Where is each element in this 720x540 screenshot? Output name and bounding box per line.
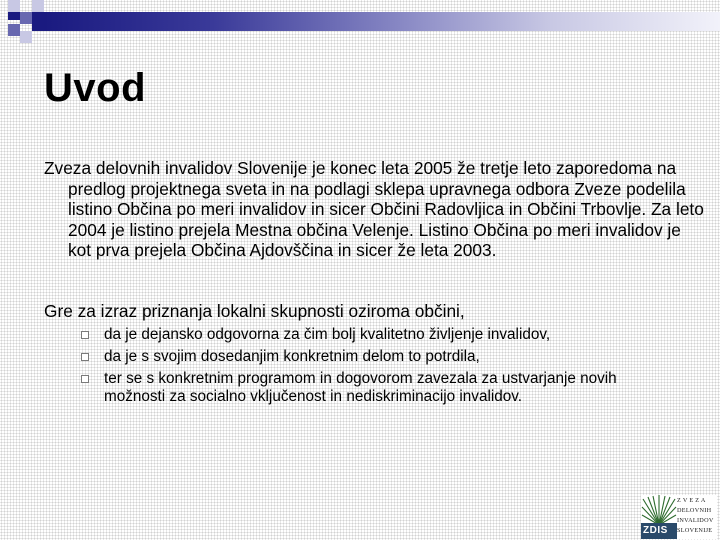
deco-square <box>8 0 20 12</box>
square-bullet-icon <box>81 375 89 383</box>
zdis-logo <box>641 495 717 539</box>
square-bullet-icon <box>81 331 89 339</box>
list-item <box>80 326 680 344</box>
deco-square <box>32 12 44 31</box>
logo-line: INVALIDOV <box>677 517 714 524</box>
logo-line: SLOVENIJE <box>677 527 713 534</box>
title-bar-gradient <box>44 12 720 31</box>
bullet-text: da je dejansko odgovorna za čim bolj kvalitetno življenje invalidov, <box>104 326 551 343</box>
logo-line: Z V E Z A <box>677 497 706 504</box>
deco-square <box>8 12 20 20</box>
bullet-text: ter se s konkretnim programom in dogovorom zavezala za ustvarjanje novih možnosti za socialno vključenost in nediskriminacijo invalidov. <box>104 370 617 405</box>
list-item <box>80 348 680 366</box>
square-bullet-icon <box>81 353 89 361</box>
list-item <box>80 370 680 406</box>
recognition-paragraph: Gre za izraz priznanja lokalni skupnosti oziroma občini, <box>44 301 465 321</box>
logo-line: DELOVNIH <box>677 507 712 514</box>
bullet-list <box>80 326 680 410</box>
logo-abbreviation: ZDIS <box>643 525 668 536</box>
bullet-text: da je s svojim dosedanjim konkretnim delom to potrdila, <box>104 348 480 365</box>
logo-wordmark <box>677 496 717 536</box>
deco-square <box>32 0 44 12</box>
deco-square <box>20 31 32 43</box>
deco-square <box>8 24 20 36</box>
slide-title: Uvod <box>44 66 146 110</box>
intro-paragraph: Zveza delovnih invalidov Slovenije je konec leta 2005 že tretje leto zaporedoma na predlog projektnega sveta in na podlagi sklepa upravnega odbora Zveze podelila listino Občina po meri invalidov in sicer Občini Radovljica in Občini Trbovlje. Za leto 2004 je listino prejela Mestna občina Velenje. Listino Občina po meri invalidov je kot prva prejela Občina Ajdovščina in sicer že leta 2003. <box>44 158 704 261</box>
deco-square <box>20 12 32 24</box>
